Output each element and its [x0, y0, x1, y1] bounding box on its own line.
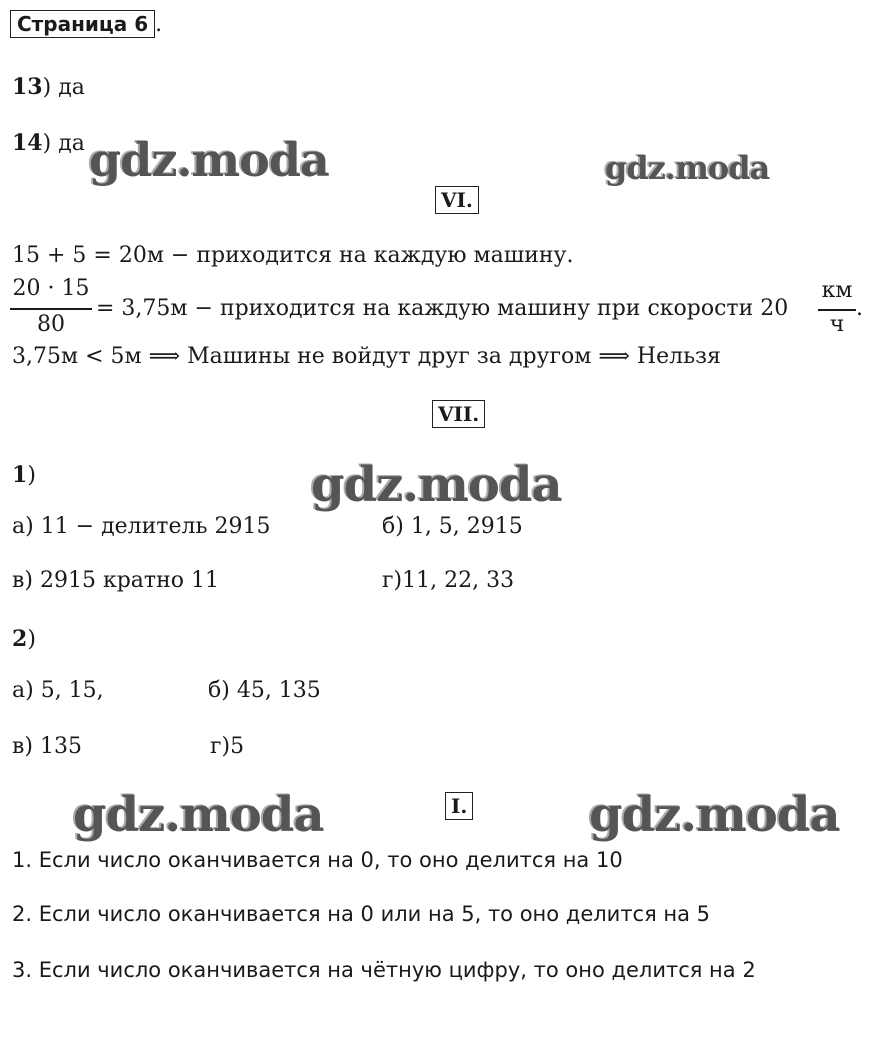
- vi-fraction-denominator: 80: [37, 312, 65, 337]
- page-title-suffix: .: [155, 12, 163, 37]
- section-heading-i: I.: [445, 792, 473, 820]
- vii-1-b: б) 1, 5, 2915: [382, 514, 523, 539]
- watermark: gdz.moda: [310, 456, 561, 512]
- vii-part-1: [12, 462, 36, 488]
- vii-2-b: б) 45, 135: [208, 678, 321, 703]
- answer-13: [12, 74, 85, 100]
- vi-fraction: [10, 276, 92, 340]
- answer-14-number: 14: [12, 130, 43, 156]
- fraction-bar: [10, 308, 92, 310]
- vi-line-2-end: .: [856, 296, 863, 321]
- answer-14: [12, 130, 85, 156]
- vi-unit-numerator: км: [821, 278, 853, 303]
- vi-line-1: 15 + 5 = 20м − приходится на каждую машину.: [12, 243, 574, 268]
- vi-line-3: 3,75м < 5м ⟹ Машины не войдут друг за другом ⟹ Нельзя: [12, 344, 721, 369]
- vii-2-v: в) 135: [12, 734, 82, 759]
- vi-unit-fraction: [818, 278, 856, 340]
- section-heading-vii: VII.: [432, 400, 485, 428]
- vi-fraction-numerator: 20 · 15: [12, 276, 90, 301]
- vii-part-1-number: 1: [12, 462, 28, 488]
- page-title: Страница 6: [10, 10, 155, 38]
- vi-line-2: = 3,75м − приходится на каждую машину при скорости 20: [96, 296, 789, 321]
- page-header: [10, 12, 162, 37]
- rule-2: 2. Если число оканчивается на 0 или на 5, то оно делится на 5: [12, 902, 711, 926]
- vii-part-2-number: 2: [12, 626, 28, 652]
- answer-14-text: ) да: [42, 131, 85, 156]
- answer-13-number: 13: [12, 74, 43, 100]
- section-heading-vi: VI.: [435, 186, 479, 214]
- vi-unit-denominator: ч: [829, 312, 845, 337]
- vii-part-2: [12, 626, 36, 652]
- fraction-bar: [818, 309, 856, 311]
- vii-2-g: г)5: [210, 734, 245, 759]
- answer-13-text: ) да: [42, 75, 85, 100]
- vii-1-g: г)11, 22, 33: [382, 568, 515, 593]
- vii-1-a: а) 11 − делитель 2915: [12, 514, 271, 539]
- watermark: gdz.moda: [72, 786, 323, 842]
- watermark: gdz.moda: [604, 148, 769, 186]
- vii-2-a: а) 5, 15,: [12, 678, 104, 703]
- watermark: gdz.moda: [88, 132, 328, 186]
- rule-3: 3. Если число оканчивается на чётную цифру, то оно делится на 2: [12, 958, 756, 982]
- watermark: gdz.moda: [588, 786, 839, 842]
- vii-1-v: в) 2915 кратно 11: [12, 568, 219, 593]
- rule-1: 1. Если число оканчивается на 0, то оно делится на 10: [12, 848, 623, 872]
- vii-part-2-paren: ): [27, 627, 36, 652]
- vii-part-1-paren: ): [27, 463, 36, 488]
